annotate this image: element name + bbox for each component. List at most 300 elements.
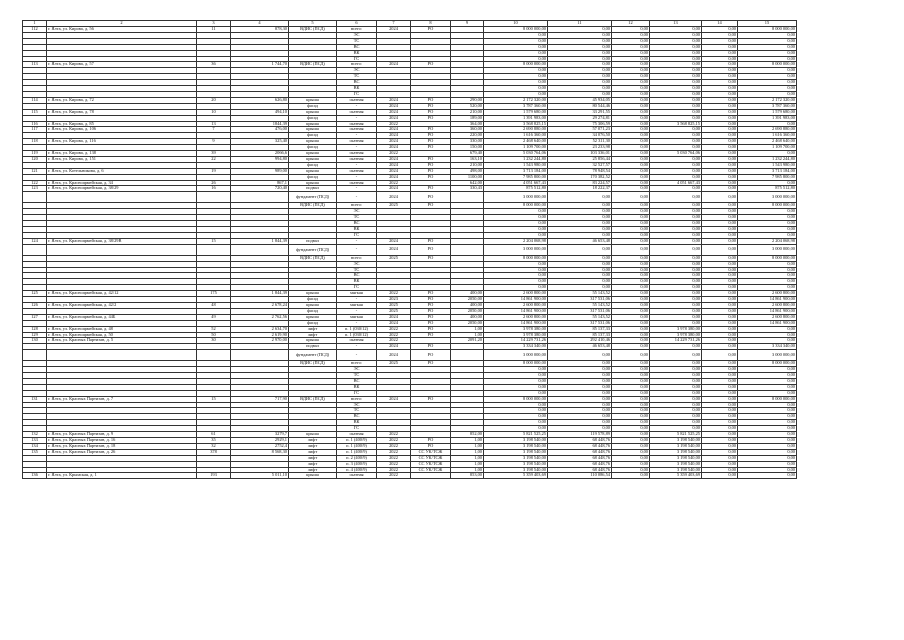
table-cell: 0,00 — [650, 68, 702, 74]
table-cell: 626,80 — [231, 97, 289, 103]
table-cell: 0,00 — [702, 162, 738, 168]
table-cell: ЭС — [337, 209, 377, 215]
table-cell: 2024 — [377, 314, 411, 320]
table-cell: 0,00 — [702, 174, 738, 180]
table-cell: 2024 — [377, 145, 411, 151]
table-cell: 129 — [23, 332, 47, 338]
table-cell: 3 334 340,00 — [738, 344, 797, 350]
table-cell: 0,00 — [650, 308, 702, 314]
table-cell: 20 — [197, 97, 231, 103]
table-cell: 0,00 — [702, 461, 738, 467]
table-cell: 3 198 540,00 — [484, 461, 548, 467]
table-cell: 317 531,06 — [548, 308, 612, 314]
table-cell: п. 1 (030/12) — [337, 326, 377, 332]
table-cell: крыша — [289, 97, 337, 103]
table-cell: 117 — [23, 127, 47, 133]
table-cell: 0,00 — [738, 68, 797, 74]
table-cell: 0,00 — [702, 302, 738, 308]
table-cell: СС УК/ТСЖ — [411, 461, 451, 467]
table-cell: 2 634,70 — [231, 326, 289, 332]
table-cell: 520,00 — [451, 103, 484, 109]
table-cell: крыша — [289, 180, 337, 186]
table-cell: 0,00 — [650, 50, 702, 56]
table-cell: 0,00 — [548, 361, 612, 367]
table-cell: 1 109 700,00 — [484, 145, 548, 151]
table-cell: 0,00 — [612, 145, 650, 151]
table-cell: 35 — [197, 438, 231, 444]
table-cell: 0,00 — [484, 373, 548, 379]
table-cell: фасад — [289, 297, 337, 303]
table-cell: 5 011,10 — [231, 473, 289, 479]
table-cell: 0,00 — [612, 209, 650, 215]
table-cell: РО — [411, 326, 451, 332]
table-cell: 126 — [23, 302, 47, 308]
table-cell: 3 978 380,00 — [650, 332, 702, 338]
table-cell: 0,00 — [702, 127, 738, 133]
table-cell: 498,00 — [451, 168, 484, 174]
table-cell: 52 — [197, 326, 231, 332]
table-cell: 3 568 825,15 — [650, 121, 702, 127]
table-cell — [197, 192, 231, 203]
table-cell: скатная — [337, 168, 377, 174]
table-cell: 7 — [197, 127, 231, 133]
table-cell: 3 198 540,00 — [484, 443, 548, 449]
table-cell: РО — [411, 438, 451, 444]
table-cell: 8 000 000,00 — [738, 62, 797, 68]
table-cell — [231, 350, 289, 361]
table-cell: 679,40 — [451, 151, 484, 157]
table-cell: ЭС — [337, 32, 377, 38]
table-cell: всего: — [337, 396, 377, 402]
table-cell: г. Ялта, ул. Кирова, д. 72 — [47, 97, 197, 103]
table-cell: 2 690 880,00 — [484, 127, 548, 133]
table-cell: г. Ялта, ул. Кирова, д. 85 — [47, 121, 197, 127]
table-cell: 0,00 — [612, 432, 650, 438]
table-cell: 878,30 — [231, 27, 289, 33]
table-cell: 15 — [197, 396, 231, 402]
table-cell: 5 030 764,06 — [484, 151, 548, 157]
table-cell: 2024 — [377, 350, 411, 361]
table-cell: 0,00 — [612, 361, 650, 367]
table-cell: 0,00 — [738, 378, 797, 384]
table-cell: г. Ялта, ул. Красноармейская, д. 42/12 — [47, 291, 197, 297]
table-cell: 3 000 000,00 — [738, 244, 797, 255]
table-cell: 61 — [197, 432, 231, 438]
table-cell: 0,00 — [548, 203, 612, 209]
table-cell: 0,00 — [702, 180, 738, 186]
table-cell: 2024 — [377, 396, 411, 402]
table-cell: 3 978 380,00 — [484, 332, 548, 338]
table-cell: 2929,1 — [231, 438, 289, 444]
table-cell: - — [337, 244, 377, 255]
table-cell: ЭС — [337, 68, 377, 74]
table-cell: 1 391 983,00 — [738, 115, 797, 121]
table-cell: 0,00 — [650, 192, 702, 203]
table-cell: 8 000 000,00 — [738, 27, 797, 33]
table-cell: 0,00 — [612, 350, 650, 361]
table-cell: крыша — [289, 338, 337, 344]
table-cell: 0,00 — [702, 56, 738, 62]
table-cell: 0,00 — [702, 244, 738, 255]
table-cell: ВДИС (ПСД) — [289, 255, 337, 261]
table-cell: 0,00 — [612, 32, 650, 38]
table-cell: 2 600 800,00 — [484, 314, 548, 320]
table-cell: 0,00 — [650, 127, 702, 133]
table-cell: 2024 — [377, 344, 411, 350]
table-cell: г. Ялта, ул. Кирова, д. 106 — [47, 127, 197, 133]
table-cell: п. 1 (030/12) — [337, 332, 377, 338]
table-cell: крыша — [289, 168, 337, 174]
table-cell: 0,00 — [738, 420, 797, 426]
table-cell: РО — [411, 62, 451, 68]
table-cell: 0,00 — [702, 209, 738, 215]
table-cell: РО — [411, 168, 451, 174]
table-cell: 23 233,98 — [548, 145, 612, 151]
table-cell: 0,00 — [612, 438, 650, 444]
table-cell: 5 030 764,06 — [650, 151, 702, 157]
table-cell: ВС — [337, 378, 377, 384]
table-cell: 317 531,06 — [548, 297, 612, 303]
table-cell: скатная — [337, 338, 377, 344]
table-cell: 0,00 — [612, 373, 650, 379]
table-cell: 0,00 — [702, 390, 738, 396]
table-cell: ТС — [337, 215, 377, 221]
table-cell: 2 172 320,00 — [738, 97, 797, 103]
table-cell: фундамент (ПСД) — [289, 350, 337, 361]
table-cell: ВДИС (ПСД) — [289, 396, 337, 402]
table-cell: 46 653,48 — [548, 344, 612, 350]
table-cell: 3 198 540,00 — [484, 438, 548, 444]
table-cell: 8 000 000,00 — [738, 203, 797, 209]
table-cell: г. Ялта, ул. Красных Партизан, д. 16 — [47, 438, 197, 444]
table-cell: 133 — [23, 438, 47, 444]
table-cell: скатная — [337, 97, 377, 103]
table-cell: 0,00 — [738, 273, 797, 279]
table-cell: 0,00 — [548, 373, 612, 379]
table-cell: фасад — [289, 308, 337, 314]
table-cell: 0,00 — [702, 97, 738, 103]
table-cell: 0,00 — [702, 168, 738, 174]
table-cell: - — [337, 238, 377, 244]
table-cell: 2022 — [377, 438, 411, 444]
table-cell: 3 198 540,00 — [650, 461, 702, 467]
table-cell: 18 222,37 — [548, 186, 612, 192]
table-cell: 0,00 — [702, 426, 738, 432]
table-cell: 0,00 — [738, 44, 797, 50]
table-cell: 2024 — [377, 139, 411, 145]
table-cell — [47, 192, 197, 203]
table-cell: 0,00 — [650, 209, 702, 215]
table-cell: 0,00 — [702, 396, 738, 402]
table-cell: 0,00 — [548, 56, 612, 62]
table-cell: 0,00 — [650, 186, 702, 192]
table-cell: 0,00 — [548, 255, 612, 261]
table-cell: 9 — [197, 139, 231, 145]
table-cell: ВДИС (ПСД) — [289, 203, 337, 209]
table-cell: 0,00 — [548, 414, 612, 420]
table-cell: 0,00 — [548, 50, 612, 56]
table-cell: 3 000 000,00 — [738, 350, 797, 361]
table-cell: фасад — [289, 174, 337, 180]
table-cell: 0,00 — [484, 384, 548, 390]
table-cell: 0,00 — [484, 426, 548, 432]
table-cell: ВК — [337, 420, 377, 426]
table-cell: 0,00 — [484, 267, 548, 273]
table-cell: 0,00 — [548, 420, 612, 426]
table-cell: 0,00 — [702, 32, 738, 38]
table-cell: 717,90 — [231, 396, 289, 402]
table-cell: 1,00 — [451, 438, 484, 444]
table-cell: 0,00 — [548, 378, 612, 384]
table-cell: лифт — [289, 461, 337, 467]
table-cell: 1 232 244,80 — [738, 156, 797, 162]
table-cell: 0,00 — [650, 62, 702, 68]
table-cell: 0,00 — [738, 209, 797, 215]
table-cell: 0,00 — [484, 74, 548, 80]
table-cell: 125 — [23, 291, 47, 297]
table-cell: 8 000 000,00 — [484, 396, 548, 402]
table-cell: 8 000 000,00 — [738, 361, 797, 367]
document-page — [22, 20, 796, 479]
table-cell: 0,00 — [612, 420, 650, 426]
table-cell: ВС — [337, 414, 377, 420]
table-cell: РО — [411, 156, 451, 162]
table-cell: 2022 — [377, 443, 411, 449]
table-cell: 2022 — [377, 151, 411, 157]
table-cell: 2024 — [377, 97, 411, 103]
table-cell: 0,00 — [738, 326, 797, 332]
table-cell: 2022 — [377, 473, 411, 479]
table-cell: 2022 — [377, 326, 411, 332]
table-cell — [411, 473, 451, 479]
table-cell: 124 — [23, 238, 47, 244]
table-cell: 0,00 — [484, 68, 548, 74]
table-cell: 0,00 — [612, 97, 650, 103]
table-cell: 1 616 360,00 — [484, 133, 548, 139]
table-cell: 0,00 — [650, 238, 702, 244]
table-cell: 0,00 — [548, 215, 612, 221]
table-cell: 994,80 — [231, 156, 289, 162]
table-cell: 2024 — [377, 103, 411, 109]
table-cell: 0,00 — [612, 332, 650, 338]
table-cell: 2066,6 — [231, 151, 289, 157]
table-cell: 210,00 — [451, 162, 484, 168]
table-cell: 0,00 — [548, 62, 612, 68]
table-cell: 0,00 — [738, 227, 797, 233]
table-cell: 2024 — [377, 320, 411, 326]
table-cell: 15 — [197, 238, 231, 244]
table-cell — [197, 244, 231, 255]
table-cell: 642,00 — [451, 180, 484, 186]
table-cell: 8 000 000,00 — [738, 255, 797, 261]
table-cell: г. Ялта, ул. Красноармейская, д. 38/29 — [47, 186, 197, 192]
table-cell: ГС — [337, 91, 377, 97]
table-cell: 11 — [197, 27, 231, 33]
table-cell: 85 137,33 — [548, 326, 612, 332]
table-cell: 0,00 — [484, 56, 548, 62]
table-cell: 0,00 — [702, 455, 738, 461]
table-cell: 360,00 — [451, 127, 484, 133]
table-cell: 193 — [197, 473, 231, 479]
table-cell: всего: — [337, 255, 377, 261]
table-cell: 163,10 — [451, 156, 484, 162]
table-cell: 0,00 — [650, 133, 702, 139]
table-cell: 0,00 — [702, 139, 738, 145]
table-cell: 0,00 — [738, 50, 797, 56]
table-cell: 0,00 — [612, 68, 650, 74]
table-cell: РО — [411, 314, 451, 320]
table-cell: 0,00 — [702, 238, 738, 244]
table-cell: 2 204 068,98 — [484, 238, 548, 244]
table-cell: г. Ялта, ул. Красноармейская, д. 34 — [47, 180, 197, 186]
table-cell: 0,00 — [548, 390, 612, 396]
table-cell: РО — [411, 127, 451, 133]
table-row — [23, 192, 797, 203]
table-cell: 2024 — [377, 109, 411, 115]
table-cell: 2024 — [377, 186, 411, 192]
table-cell: 0,00 — [702, 338, 738, 344]
table-cell: 112 — [23, 27, 47, 33]
table-cell: п. 1 (400/9) — [337, 449, 377, 455]
table-cell: РО — [411, 255, 451, 261]
table-cell: 0,00 — [612, 221, 650, 227]
table-cell: 0,00 — [702, 320, 738, 326]
table-cell: 0,00 — [650, 27, 702, 33]
table-cell: ВДИС (ПСД) — [289, 27, 337, 33]
table-cell: 1844,39 — [231, 121, 289, 127]
table-cell: 0,00 — [612, 215, 650, 221]
table-cell: 0,00 — [702, 326, 738, 332]
table-cell: 1100,00 — [451, 174, 484, 180]
table-cell: 0,00 — [702, 221, 738, 227]
table-cell: 0,00 — [738, 384, 797, 390]
table-cell: 3 000 000,00 — [484, 192, 548, 203]
table-cell: 0,00 — [650, 378, 702, 384]
table-cell: лифт — [289, 326, 337, 332]
header-cell: 1 — [23, 21, 47, 27]
table-cell: ВДИС (ПСД) — [289, 361, 337, 367]
table-cell: 3 787 360,00 — [484, 103, 548, 109]
table-cell: ВС — [337, 44, 377, 50]
table-cell: РО — [411, 145, 451, 151]
table-cell: ТС — [337, 38, 377, 44]
table-cell: 210,00 — [451, 109, 484, 115]
table-cell: 0,00 — [548, 261, 612, 267]
table-cell: лифт — [289, 438, 337, 444]
table-cell: 0,00 — [650, 384, 702, 390]
table-cell: фасад — [289, 162, 337, 168]
table-cell: 0,00 — [612, 291, 650, 297]
table-cell: 14 861 900,00 — [738, 308, 797, 314]
table-cell: 0,00 — [612, 109, 650, 115]
table-cell: 720,40 — [231, 186, 289, 192]
table-cell: всего: — [337, 203, 377, 209]
table-cell: 2 690 880,00 — [738, 127, 797, 133]
header-cell: 4 — [231, 21, 289, 27]
table-cell: ВК — [337, 227, 377, 233]
table-cell: 0,00 — [484, 285, 548, 291]
table-cell: 2025 — [377, 361, 411, 367]
table-cell: крыша — [289, 302, 337, 308]
table-cell: мягкая — [337, 314, 377, 320]
table-cell: 2022 — [377, 121, 411, 127]
table-cell: 0,00 — [738, 221, 797, 227]
table-cell: 0,00 — [650, 350, 702, 361]
table-cell: 1 109 700,00 — [738, 145, 797, 151]
table-cell: 0,00 — [548, 279, 612, 285]
table-cell — [451, 350, 484, 361]
table-cell: 875 512,80 — [484, 186, 548, 192]
table-cell: 0,00 — [702, 443, 738, 449]
table-cell: 22 — [197, 156, 231, 162]
table-cell: 3 713 184,00 — [738, 168, 797, 174]
table-cell: 57 071,23 — [548, 127, 612, 133]
table-cell: - — [337, 344, 377, 350]
table-cell: фасад — [289, 320, 337, 326]
table-cell: 3 713 184,00 — [484, 168, 548, 174]
table-cell: 0,00 — [702, 279, 738, 285]
table-cell: 0,00 — [484, 32, 548, 38]
table-cell: 0,00 — [612, 473, 650, 479]
table-cell: РО — [411, 186, 451, 192]
table-cell: 0,00 — [702, 255, 738, 261]
table-cell: РО — [411, 103, 451, 109]
table-cell: 2022 — [377, 467, 411, 473]
table-cell: 0,00 — [548, 285, 612, 291]
table-cell — [451, 192, 484, 203]
table-cell: 0,00 — [612, 267, 650, 273]
table-cell: 0,00 — [612, 367, 650, 373]
table-cell: мягкая — [337, 291, 377, 297]
table-cell: 0,00 — [548, 273, 612, 279]
table-cell: РО — [411, 27, 451, 33]
table-cell: 0,00 — [612, 443, 650, 449]
table-cell: РО — [411, 344, 451, 350]
table-cell: ЭС — [337, 367, 377, 373]
table-cell: лифт — [289, 443, 337, 449]
table-cell: 0,00 — [650, 168, 702, 174]
table-cell: 3 568 825,15 — [484, 121, 548, 127]
table-cell: 0,00 — [738, 367, 797, 373]
table-cell: 0,00 — [738, 473, 797, 479]
table-cell: 317 531,06 — [548, 320, 612, 326]
table-cell: г. Ялта, ул. Красных Партизан, д. 7 — [47, 396, 197, 402]
table-cell: 0,00 — [702, 91, 738, 97]
table-cell: 0,00 — [650, 255, 702, 261]
table-cell: 0,00 — [738, 232, 797, 238]
table-cell: 0,00 — [702, 367, 738, 373]
table-cell: 0,00 — [702, 86, 738, 92]
table-cell: ГС — [337, 56, 377, 62]
table-cell: 2024 — [377, 238, 411, 244]
table-cell: 0,00 — [612, 162, 650, 168]
table-cell: 3 198 540,00 — [484, 455, 548, 461]
table-cell: лифт — [289, 449, 337, 455]
table-cell: 0,00 — [738, 373, 797, 379]
table-cell: 2752,4 — [231, 443, 289, 449]
table-cell: 0,00 — [484, 273, 548, 279]
table-cell: 0,00 — [612, 103, 650, 109]
table-cell: 0,00 — [548, 27, 612, 33]
table-cell: 0,00 — [612, 408, 650, 414]
table-cell: 0,00 — [612, 244, 650, 255]
table-cell: 0,00 — [702, 449, 738, 455]
table-cell: 30 — [197, 338, 231, 344]
table-cell: 5 359 403,69 — [484, 473, 548, 479]
table-cell: крыша — [289, 314, 337, 320]
table-cell: 0,00 — [650, 390, 702, 396]
table-cell: всего: — [337, 62, 377, 68]
